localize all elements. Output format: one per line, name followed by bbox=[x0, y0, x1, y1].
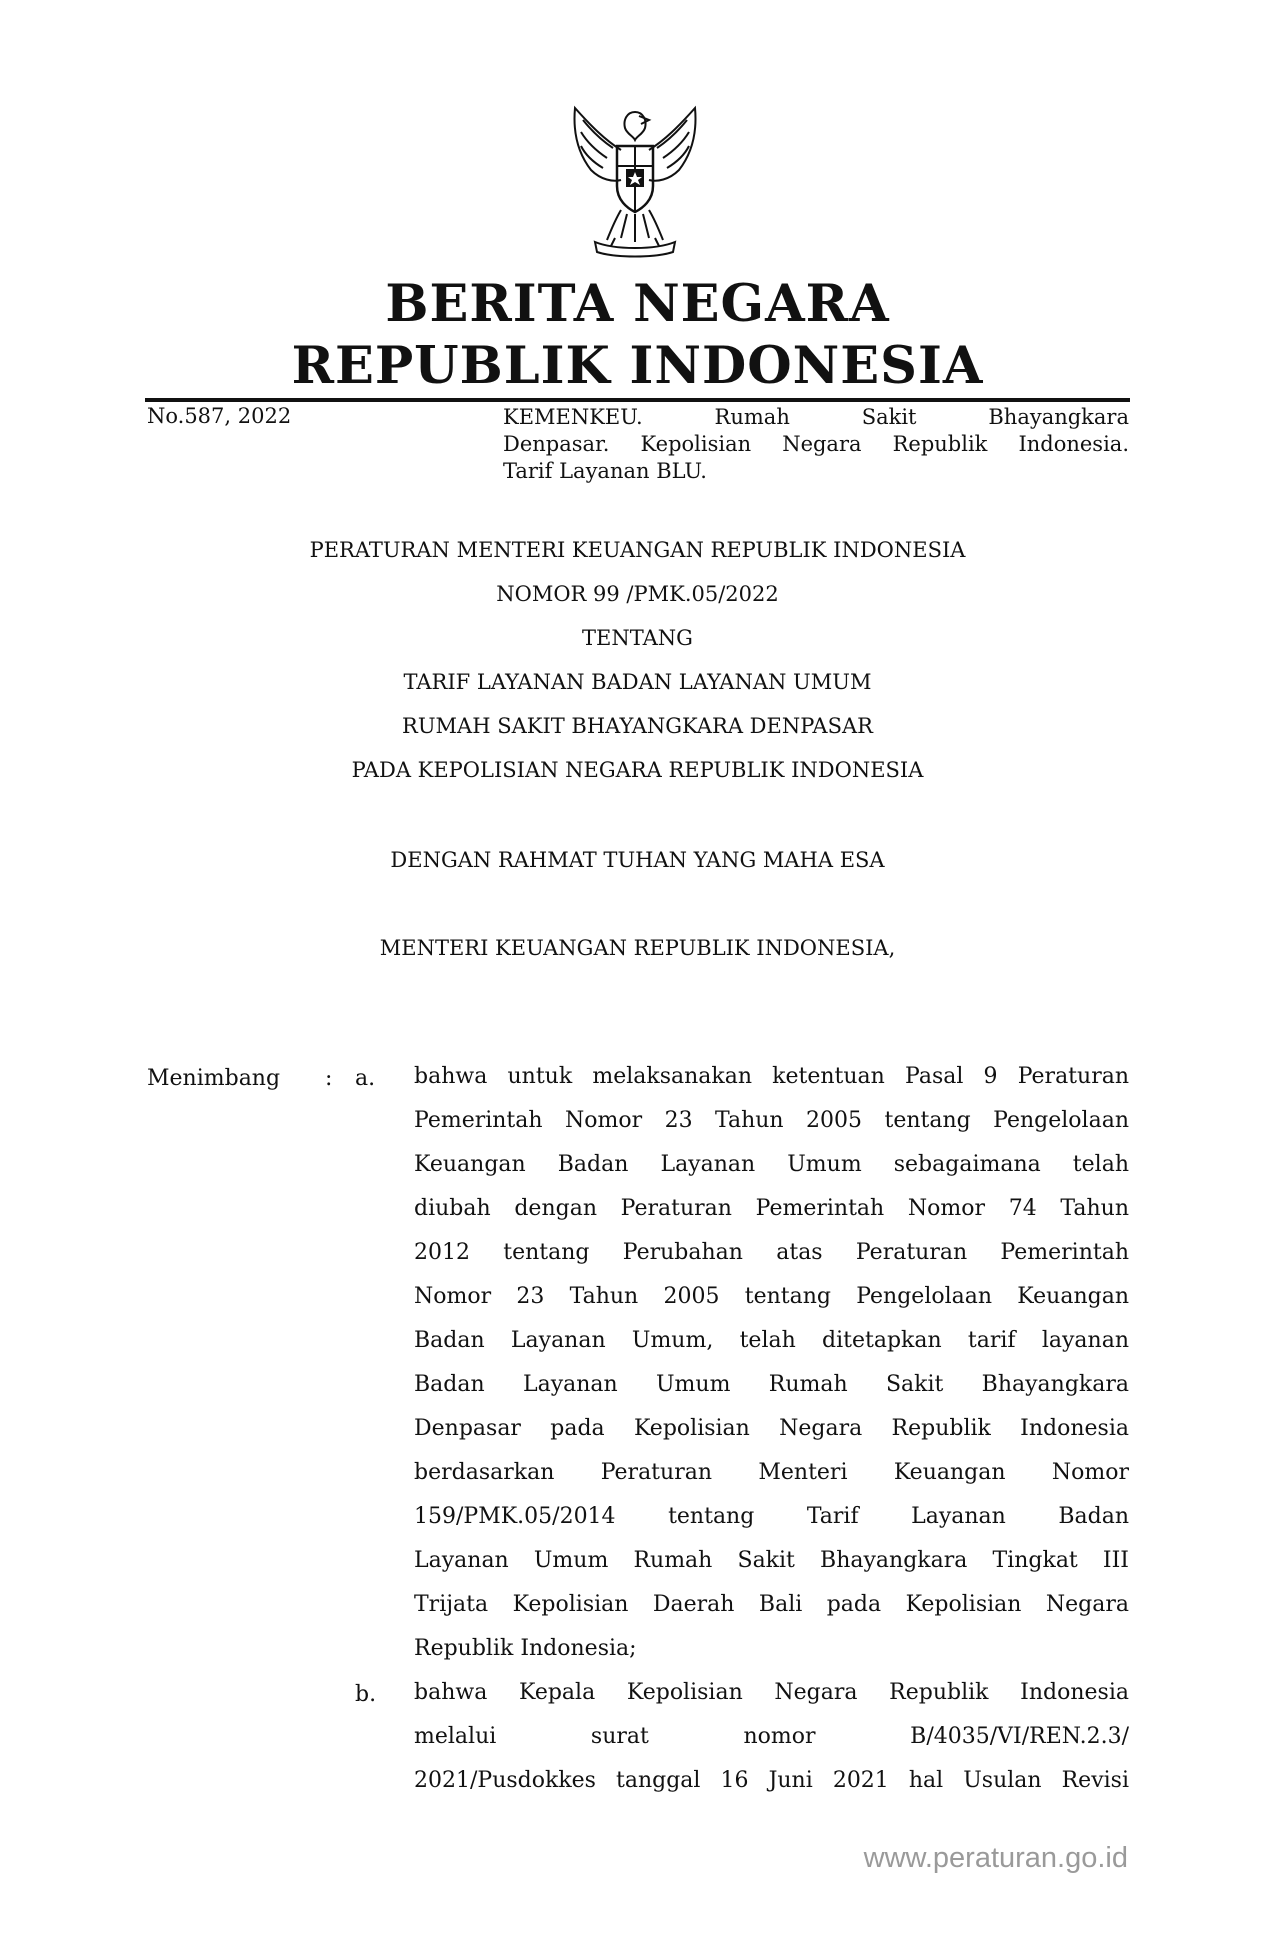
text-line: 159/PMK.05/2014 tentang Tarif Layanan Badan bbox=[414, 1504, 1129, 1529]
regulation-subject-line: PADA KEPOLISIAN NEGARA REPUBLIK INDONESIA bbox=[351, 758, 924, 782]
gazette-summary-line: Denpasar. Kepolisian Negara Republik Indonesia. bbox=[503, 432, 1129, 456]
footer-website-link[interactable]: www.peraturan.go.id bbox=[863, 1842, 1128, 1874]
regulation-heading: PERATURAN MENTERI KEUANGAN REPUBLIK INDONESIA bbox=[309, 538, 966, 562]
text-line: Badan Layanan Umum Rumah Sakit Bhayangkara bbox=[414, 1372, 1129, 1397]
invocation: DENGAN RAHMAT TUHAN YANG MAHA ESA bbox=[390, 848, 885, 872]
text-line: Nomor 23 Tahun 2005 tentang Pengelolaan Keuangan bbox=[414, 1284, 1129, 1309]
text-line: bahwa Kepala Kepolisian Negara Republik Indonesia bbox=[414, 1680, 1129, 1705]
text-line: Keuangan Badan Layanan Umum sebagaimana telah bbox=[414, 1152, 1129, 1177]
title-divider bbox=[145, 398, 1130, 402]
considering-label: Menimbang bbox=[147, 1066, 281, 1091]
gazette-title-line2: REPUBLIK INDONESIA bbox=[291, 336, 984, 396]
text-line: melalui surat nomor B/4035/VI/REN.2.3/ bbox=[414, 1724, 1129, 1749]
regulation-about: TENTANG bbox=[582, 626, 693, 650]
gazette-number: No.587, 2022 bbox=[147, 404, 292, 428]
issuer: MENTERI KEUANGAN REPUBLIK INDONESIA, bbox=[379, 936, 896, 960]
regulation-subject-line: TARIF LAYANAN BADAN LAYANAN UMUM bbox=[403, 670, 872, 694]
considering-item-b bbox=[414, 1671, 1129, 1803]
gazette-title-line1: BERITA NEGARA bbox=[385, 274, 890, 334]
item-marker-b: b. bbox=[355, 1682, 377, 1707]
text-line: 2021/Pusdokkes tanggal 16 Juni 2021 hal Usulan Revisi bbox=[414, 1768, 1129, 1793]
gazette-summary-line: Tarif Layanan BLU. bbox=[503, 459, 707, 483]
considering-colon: : bbox=[325, 1066, 333, 1091]
text-line: Trijata Kepolisian Daerah Bali pada Kepolisian Negara bbox=[414, 1592, 1129, 1617]
text-line: bahwa untuk melaksanakan ketentuan Pasal 9 Peraturan bbox=[414, 1064, 1129, 1089]
text-line: diubah dengan Peraturan Pemerintah Nomor 74 Tahun bbox=[414, 1196, 1129, 1221]
regulation-number: NOMOR 99 /PMK.05/2022 bbox=[496, 582, 779, 606]
considering-item-a bbox=[414, 1055, 1129, 1671]
text-line: Republik Indonesia; bbox=[414, 1636, 637, 1661]
text-line: Layanan Umum Rumah Sakit Bhayangkara Tingkat III bbox=[414, 1548, 1129, 1573]
garuda-emblem-icon bbox=[555, 100, 715, 260]
text-line: 2012 tentang Perubahan atas Peraturan Pemerintah bbox=[414, 1240, 1129, 1265]
text-line: berdasarkan Peraturan Menteri Keuangan Nomor bbox=[414, 1460, 1129, 1485]
gazette-summary-line: KEMENKEU. Rumah Sakit Bhayangkara bbox=[503, 405, 1129, 429]
regulation-subject-line: RUMAH SAKIT BHAYANGKARA DENPASAR bbox=[402, 714, 873, 738]
text-line: Badan Layanan Umum, telah ditetapkan tarif layanan bbox=[414, 1328, 1129, 1353]
text-line: Pemerintah Nomor 23 Tahun 2005 tentang Pengelolaan bbox=[414, 1108, 1129, 1133]
text-line: Denpasar pada Kepolisian Negara Republik Indonesia bbox=[414, 1416, 1129, 1441]
gazette-summary bbox=[503, 404, 1129, 485]
item-marker-a: a. bbox=[355, 1066, 376, 1091]
